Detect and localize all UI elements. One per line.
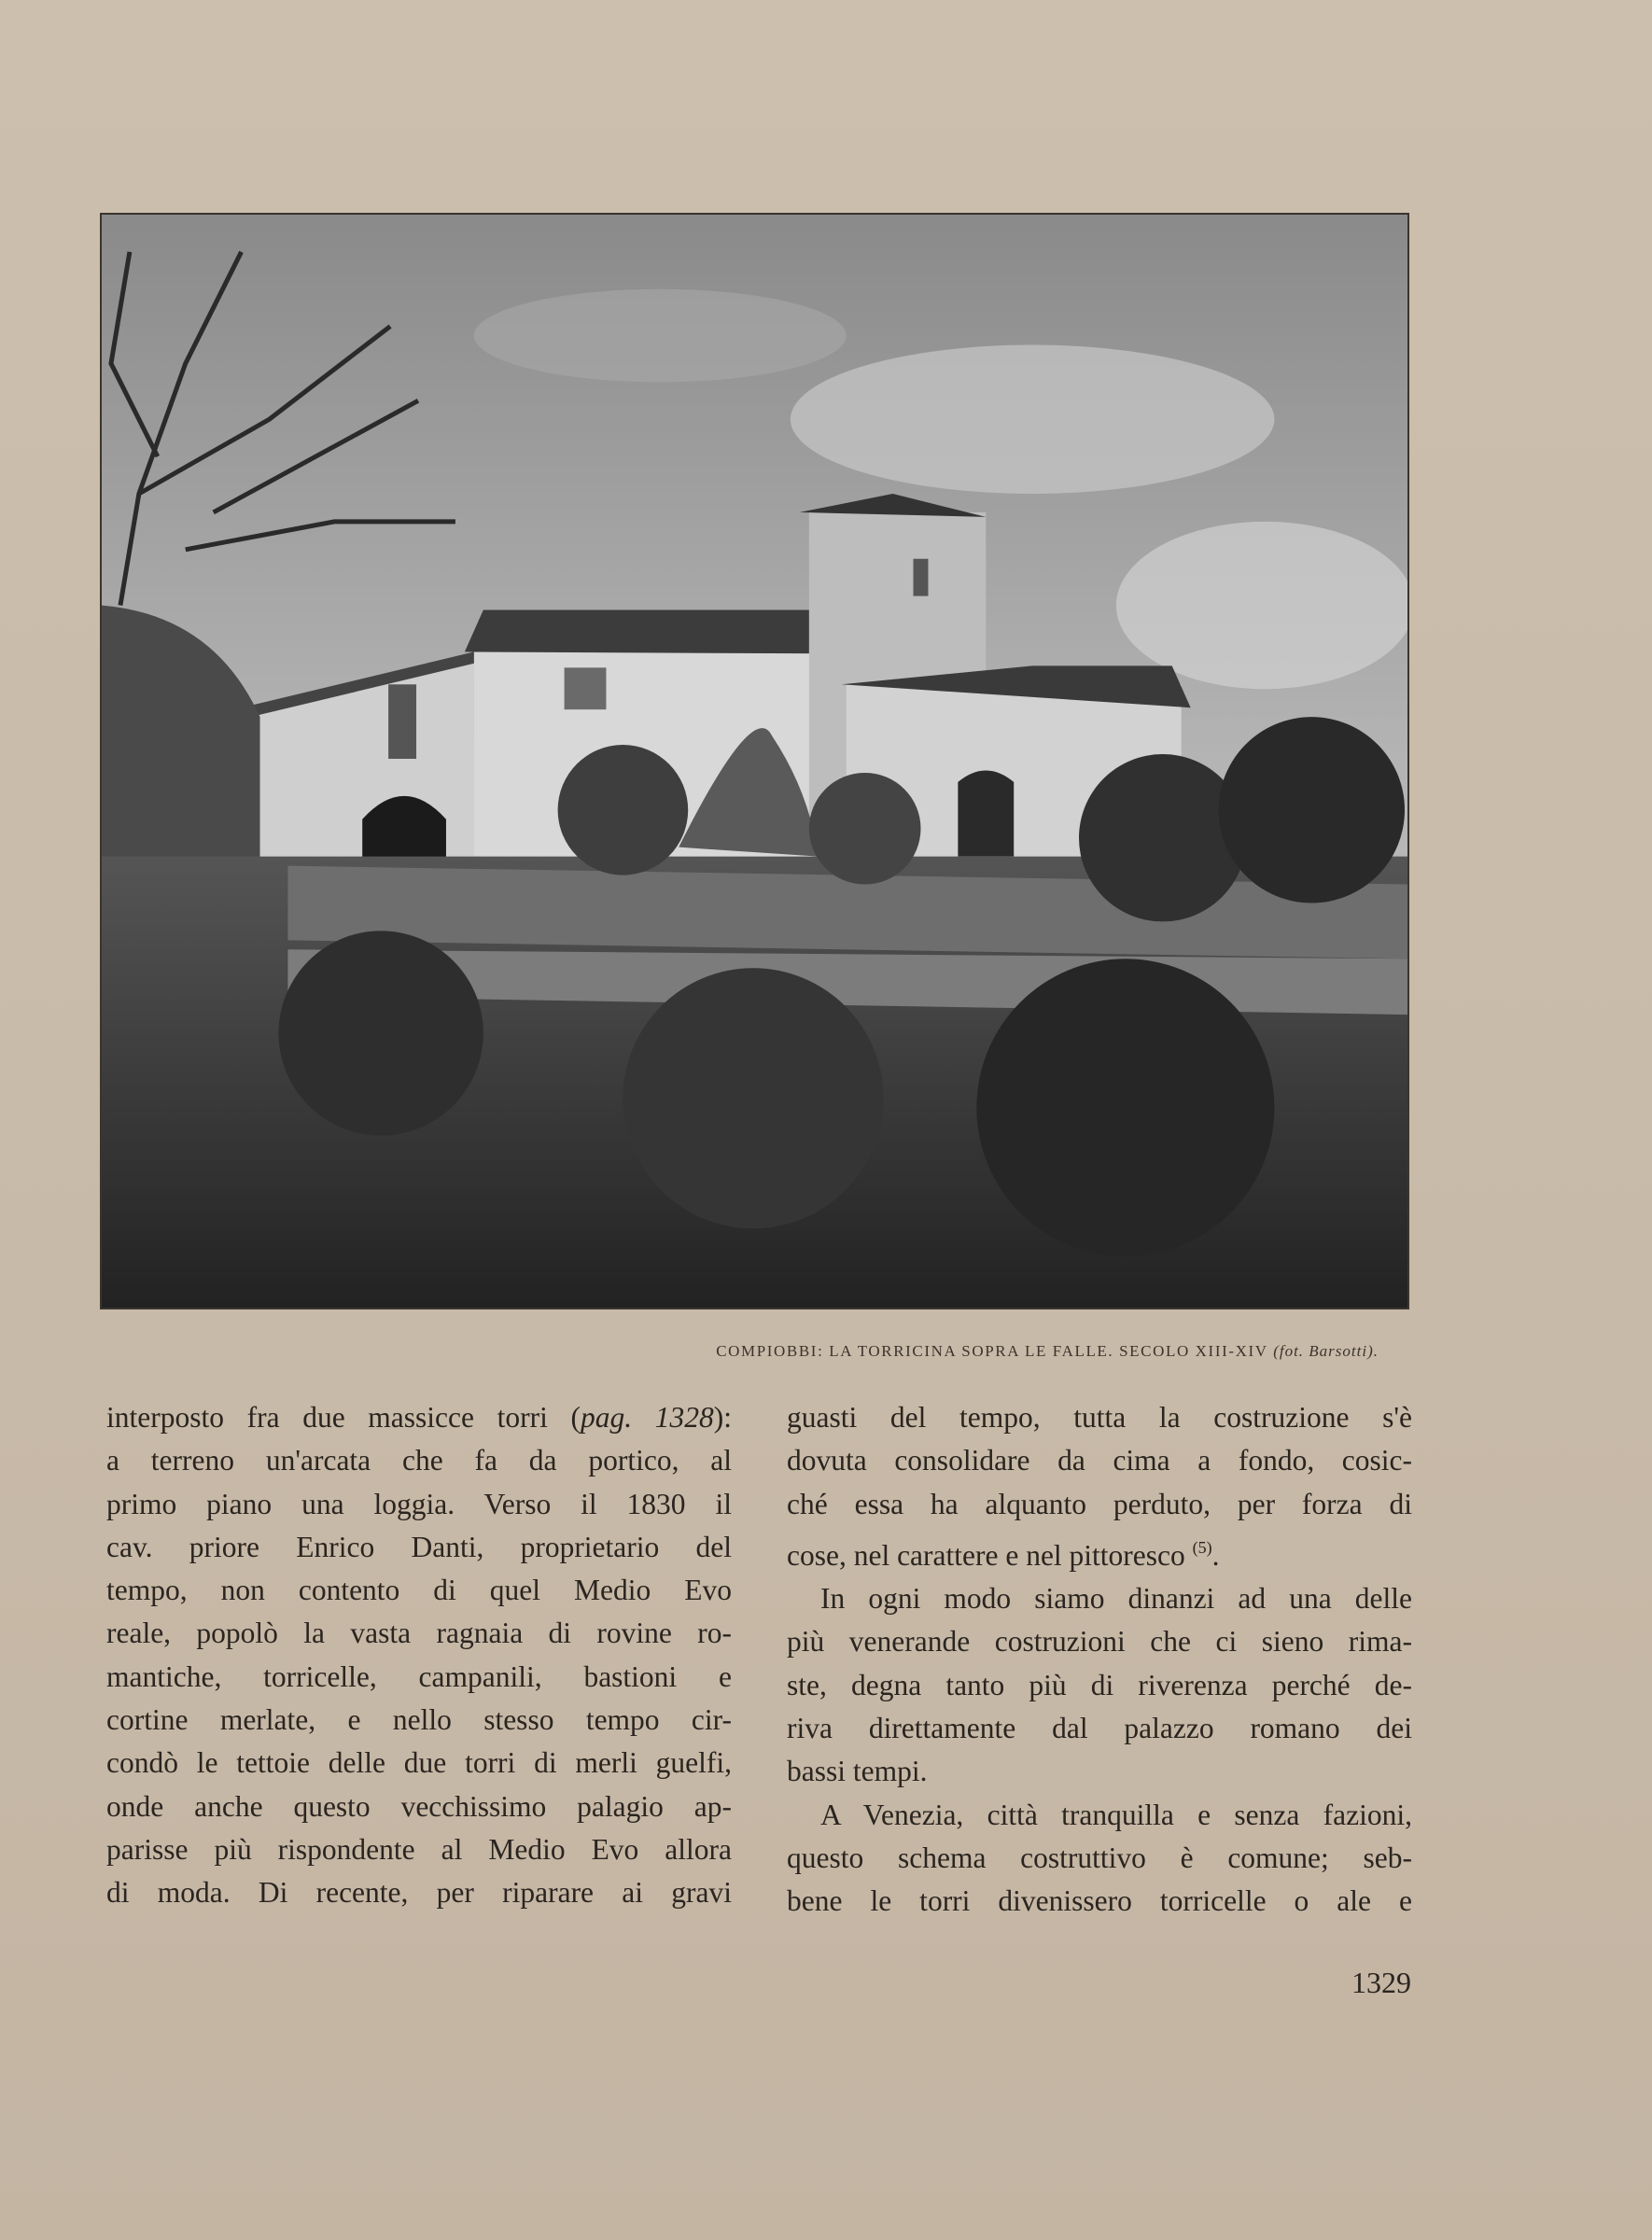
text-line: interposto fra due massicce torri (pag. 1328): (106, 1401, 732, 1434)
text-line: guasti del tempo, tutta la costruzione s'è (787, 1401, 1412, 1434)
text-line: A Venezia, città tranquilla e senza fazioni, (820, 1798, 1412, 1831)
photograph (100, 213, 1409, 1309)
villa-photograph-image (102, 215, 1407, 1308)
page-number: 1329 (1351, 1966, 1411, 1999)
text-line: In ogni modo siamo dinanzi ad una delle (820, 1582, 1412, 1616)
text-line: tempo, non contento di quel Medio Evo (106, 1574, 732, 1607)
text-line: mantiche, torricelle, campanili, bastioni e (106, 1659, 732, 1693)
footnote-marker: (5) (1192, 1537, 1212, 1557)
text-column-right (787, 1396, 1412, 1924)
text-line: condò le tettoie delle due torri di merli guelfi, (106, 1746, 732, 1780)
caption-credit: (fot. Barsotti). (1273, 1342, 1379, 1360)
text-line: cose, nel carattere e nel pittoresco $^{(5)}$. (787, 1537, 1220, 1572)
text-line: di moda. Di recente, per riparare ai gravi (106, 1876, 732, 1910)
text-line: onde anche questo vecchissimo palagio ap- (106, 1789, 732, 1823)
text-line: cortine merlate, e nello stesso tempo cir- (106, 1703, 732, 1737)
text-line: primo piano una loggia. Verso il 1830 il (106, 1487, 732, 1520)
text-line: a terreno un'arcata che fa da portico, al (106, 1444, 732, 1477)
text-line: ché essa ha alquanto perduto, per forza di (787, 1487, 1412, 1520)
text-line: reale, popolò la vasta ragnaia di rovine ro- (106, 1617, 732, 1650)
text-line: più venerande costruzioni che ci sieno rima- (787, 1625, 1412, 1659)
text-line: ste, degna tanto più di riverenza perché de- (787, 1668, 1412, 1701)
figure-caption (100, 1342, 1379, 1361)
text-line: cav. priore Enrico Danti, proprietario del (106, 1530, 732, 1563)
text-line: questo schema costruttivo è comune; seb- (787, 1841, 1412, 1874)
text-line: dovuta consolidare da cima a fondo, cosic- (787, 1444, 1412, 1477)
text-line: parisse più rispondente al Medio Evo allora (106, 1832, 732, 1866)
text-line: bassi tempi. (787, 1755, 928, 1788)
text-column-left (106, 1396, 732, 1915)
page-reference: pag. 1328 (580, 1401, 714, 1434)
caption-title: COMPIOBBI: LA TORRICINA SOPRA LE FALLE. SECOLO XIII-XIV (716, 1342, 1268, 1360)
text-line: bene le torri divenissero torricelle o ale e (787, 1884, 1412, 1918)
text-line: riva direttamente dal palazzo romano dei (787, 1712, 1412, 1745)
